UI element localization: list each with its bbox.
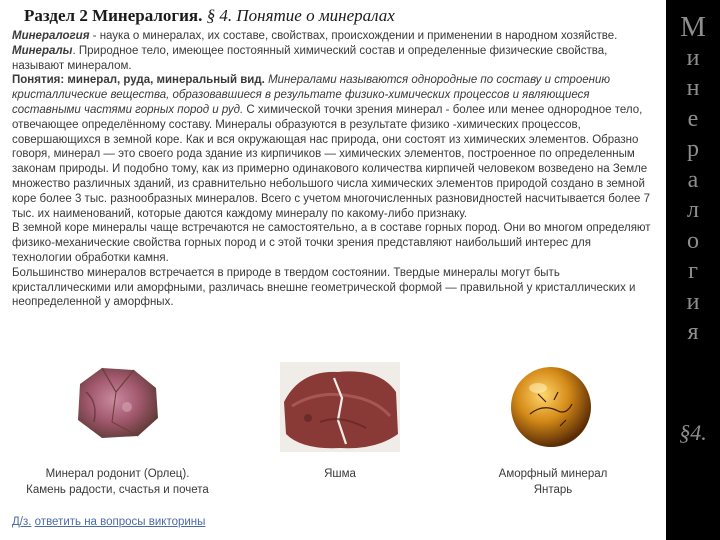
amber-caption-line-1: Аморфный минерал <box>498 468 608 480</box>
rhodonite-caption-line-1: Минерал родонит (Орлец). <box>45 468 190 480</box>
vertical-letter: л <box>687 197 699 223</box>
paragraph-states: Большинство минералов встречается в природе в твердом состоянии. Твердые минералы могут быть кристаллическими или аморфными, различась внешне геометрической формой — правильной у кристаллических и неопределенной у аморфных. <box>12 266 636 309</box>
vertical-letter: я <box>687 319 699 345</box>
vertical-letter: и <box>686 288 700 315</box>
paragraph-title: § 4. Понятие о минералах <box>206 6 395 25</box>
term-minerals: Минералы <box>12 44 73 57</box>
jasper-photo <box>280 362 400 452</box>
paragraph-concepts <box>12 73 652 221</box>
vertical-letter: г <box>688 258 698 284</box>
paragraph-mark: §4. <box>679 420 707 445</box>
jasper-caption-line-1: Яшма <box>324 468 356 480</box>
vertical-letter: и <box>686 44 700 71</box>
jasper-caption <box>300 466 380 482</box>
paragraph-crust: В земной коре минералы чаще встречаются не самостоятельно, а в составе горных пород. Они во многом определяют физико-механические свойства горных пород и с этой точки зрения представляют наибольший интерес для технологии обработки камня. <box>12 222 651 264</box>
homework-label: Д/з. <box>12 516 32 528</box>
term-mineralogy: Минералогия <box>12 30 90 42</box>
paragraph-mineralogy <box>12 29 652 44</box>
concepts-lead: Понятия: минерал, руда, минеральный вид. <box>12 74 265 87</box>
amber-caption <box>480 466 626 498</box>
concepts-italic: Минералами называются однородные по составу и строению кристаллические вещества, образовавшиеся в результате физико-химических процессов и являющиеся составными частями горных пород и руд. <box>12 74 610 116</box>
amber-photo <box>508 364 594 450</box>
vertical-letter: н <box>686 75 700 101</box>
vertical-letter: р <box>687 136 699 162</box>
vertical-letter: а <box>687 166 699 193</box>
rhodonite-photo <box>72 362 162 442</box>
rhodonite-caption-line-2: Камень радости, счастья и почета <box>26 484 209 496</box>
vertical-letter: М <box>680 11 706 43</box>
vertical-letter: о <box>687 227 699 254</box>
concepts-text: С химической точки зрения минерал - более или менее однородное тело, отвечающее определённому составу. Минералы образуются в результате физико -химических процессов, совершающихся в земной коре. Как и вся окружающая нас природа, они состоят из химических элементов. Образно говоря, минерал — это своего рода здание из кирпичиков — химических элементов, построенное по определенным законам природы. И подобно тому, как из примерно одинакового количества кирпичей человеком возведено на Земле множество различных зданий, из сравнительно небольшого числа химических элементов природой создано в земной коре более 3 тыс. разнообразных минералов. Всего с учетом многочисленных разновидностей насчитывается более 7 тыс. их наименований, которые даются каждому минералу по какому-либо признаку. <box>12 103 651 220</box>
homework-link[interactable]: ответить на вопросы викторины <box>34 516 206 528</box>
body-text <box>12 29 652 310</box>
mineralogy-definition: - наука о минералах, их составе, свойствах, происхождении и применении в народном хозяйстве. <box>89 30 618 42</box>
paragraph-minerals <box>12 44 652 74</box>
vertical-title <box>666 12 720 348</box>
minerals-definition: . Природное тело, имеющее постоянный химический состав и определенные физические свойства, называют минералом. <box>12 44 608 72</box>
section-title: Раздел 2 Минералогия. <box>24 6 203 25</box>
homework <box>12 516 205 528</box>
vertical-letter: е <box>687 105 699 132</box>
rhodonite-caption <box>0 466 235 498</box>
sidebar <box>666 0 720 540</box>
amber-caption-line-2: Янтарь <box>533 484 573 496</box>
